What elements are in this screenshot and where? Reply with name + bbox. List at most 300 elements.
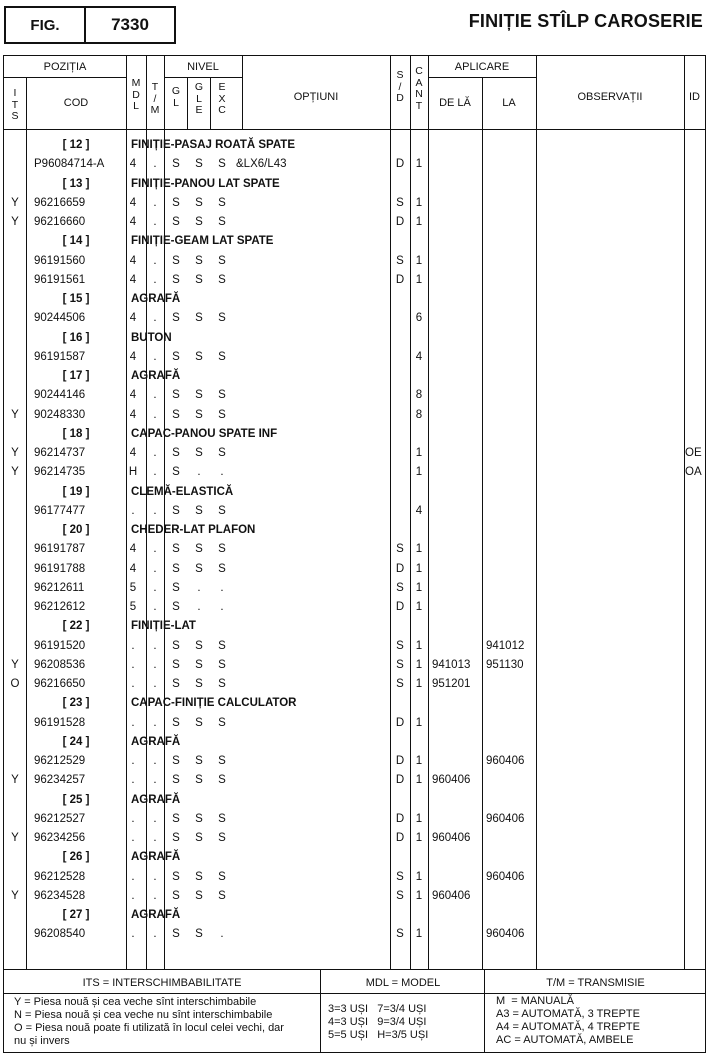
position-number: [ 15 ] [62,293,90,305]
cell-mdl: 4 [129,216,137,228]
cell-la: 960406 [486,755,525,767]
cell-cant: 1 [415,678,423,690]
cell-mdl: 4 [129,543,137,556]
cell-cod: 96191561 [34,273,86,286]
legend-its-line-1: Y = Piesa nouă și cea veche sînt interschimbabile [14,996,257,1008]
cell-cant: 8 [415,408,423,421]
cell-gl: S [172,581,180,594]
cell-gl: S [172,562,180,575]
cell-tm: . [153,447,157,459]
footer-divider-2 [484,969,485,1053]
cell-cod: 96214735 [34,466,86,479]
cell-cant: 1 [415,254,423,267]
cell-opt: &LX6/L43 [236,158,287,171]
cell-cod: 96212527 [34,812,86,825]
cell-gle: S [195,889,203,902]
col-line-gl [187,77,188,129]
cell-mdl: . [131,812,135,825]
cell-tm: . [153,562,157,575]
cell-gl: S [172,158,180,171]
cell-gle: S [195,312,203,325]
cell-gle: S [195,504,203,517]
cell-exc: S [218,312,226,325]
cell-gl: S [172,658,180,671]
cell-sd: D [395,562,405,575]
cell-exc: . [220,601,224,613]
cell-sd: S [396,254,404,267]
cell-cant: 1 [415,581,423,594]
position-number: [ 16 ] [62,331,90,344]
legend-tm-title: T/M = TRANSMISIE [546,977,645,989]
cell-sd: D [395,716,405,729]
cell-sd: D [395,601,405,613]
group-name: AGRAFĂ [131,793,181,806]
cell-dela: 941013 [432,658,471,671]
cell-cant: 1 [415,543,423,556]
cell-cant: 1 [415,870,423,883]
cell-exc: S [218,504,226,517]
cell-cant: 1 [415,928,423,941]
cell-gl: S [172,196,180,209]
legend-mdl-line-1: 3=3 UȘI 7=3/4 UȘI [328,1003,427,1015]
cell-gl: S [172,870,180,883]
cell-mdl: 4 [129,562,137,575]
cell-tm: . [153,273,157,286]
cell-exc: S [218,216,226,228]
cell-cant: 1 [415,447,423,459]
cell-gl: S [172,543,180,556]
header-optiuni: OPȚIUNI [293,91,339,103]
cell-mdl: 4 [129,273,137,286]
cell-mdl: . [131,928,135,941]
cell-sd: D [395,158,405,171]
cell-gle: S [195,716,203,729]
header-gl: G L [171,85,181,109]
footer-title-line [4,993,705,994]
cell-tm: . [153,716,157,729]
cell-cod: 96214737 [34,447,86,459]
cell-cod: 96212611 [34,581,85,594]
cell-mdl: . [131,889,135,902]
cell-mdl: . [131,870,135,883]
cell-la: 960406 [486,928,525,941]
cell-mdl: 4 [129,389,137,402]
cell-cod: 96234256 [34,832,86,844]
cell-exc: S [218,273,226,286]
cell-mdl: . [131,832,135,844]
group-name: FINIȚIE-PASAJ ROATĂ SPATE [131,139,295,151]
col-line-gle [210,77,211,129]
cell-cod: P96084714-A [34,158,105,171]
legend-tm-line-4: AC = AUTOMATĂ, AMBELE [496,1034,634,1046]
cell-cod: 96191520 [34,639,86,652]
col-line-dela [482,77,483,969]
header-pozitia: POZIȚIA [43,61,87,73]
position-number: [ 12 ] [62,139,90,151]
cell-tm: . [153,581,157,594]
cell-cod: 90244146 [34,389,86,402]
cell-tm: . [153,158,157,171]
cell-sd: S [396,678,404,690]
cell-gl: S [172,928,180,941]
cell-mdl: . [131,716,135,729]
cell-mdl: . [131,678,135,690]
cell-cant: 1 [415,196,423,209]
cell-tm: . [153,312,157,325]
legend-tm-line-1: M = MANUALĂ [496,995,574,1007]
cell-its: Y [11,889,19,902]
cell-gle: S [195,447,203,459]
cell-exc: S [218,562,226,575]
cell-cod: 96216659 [34,196,86,209]
header-observatii: OBSERVAȚII [577,91,643,103]
cell-exc: S [218,889,226,902]
cell-gle: S [195,196,203,209]
col-line-sd [410,55,411,969]
cell-mdl: . [131,504,135,517]
cell-cant: 6 [415,312,423,325]
col-line-obs [684,55,685,969]
cell-sd: S [396,658,404,671]
cell-sd: S [396,928,404,941]
cell-exc: S [218,755,226,767]
cell-cod: 96212529 [34,755,86,767]
position-number: [ 18 ] [62,427,90,440]
fig-number: 7330 [111,15,149,34]
cell-gl: S [172,389,180,402]
cell-tm: . [153,889,157,902]
cell-cant: 1 [415,216,423,228]
cell-cod: 96212612 [34,601,86,613]
cell-sd: S [396,639,404,652]
cell-mdl: 5 [129,601,137,613]
cell-cant: 1 [415,158,423,171]
header-sd: S / D [396,69,404,104]
cell-gle: S [195,408,203,421]
header-gle: G L E [194,81,204,116]
figure-box [4,6,176,44]
nivel-underline [164,77,242,78]
cell-its: Y [11,447,19,459]
cell-gl: S [172,273,180,286]
position-number: [ 27 ] [62,909,90,921]
cell-cant: 1 [415,889,423,902]
group-name: CAPAC-PANOU SPATE INF [131,427,278,440]
position-number: [ 17 ] [62,370,90,382]
cell-gle: S [195,658,203,671]
cell-cod: 96234257 [34,774,86,787]
cell-sd: D [395,273,405,286]
cell-dela: 960406 [432,774,471,787]
cell-cod: 96177477 [34,504,86,517]
cell-mdl: 4 [129,312,137,325]
group-name: CAPAC-FINIȚIE CALCULATOR [131,697,297,710]
cell-tm: . [153,812,157,825]
cell-exc: S [218,543,226,556]
cell-cant: 1 [415,774,423,787]
cell-exc: . [220,466,224,479]
cell-sd: S [396,196,404,209]
cell-dela: 960406 [432,889,471,902]
cell-gle: S [195,389,203,402]
cell-sd: S [396,889,404,902]
cell-cod: 96191560 [34,254,86,267]
position-number: [ 13 ] [62,177,90,190]
cell-cod: 96191587 [34,350,86,363]
header-mdl: M D L [131,77,141,112]
group-name: BUTON [131,331,172,344]
group-name: CLEMĂ-ELASTICĂ [131,485,234,498]
cell-cod: 96212528 [34,870,86,883]
cell-gl: S [172,447,180,459]
group-name: FINIȚIE-GEAM LAT SPATE [131,235,274,248]
cell-gl: S [172,639,180,652]
cell-tm: . [153,350,157,363]
cell-dela: 951201 [432,678,471,690]
cell-tm: . [153,639,157,652]
position-number: [ 25 ] [62,793,90,806]
cell-gl: S [172,601,180,613]
cell-exc: S [218,658,226,671]
cell-sd: S [396,543,404,556]
cell-exc: S [218,254,226,267]
cell-mdl: . [131,658,135,671]
header-id: ID [689,91,700,103]
legend-mdl-line-2: 4=3 UȘI 9=3/4 UȘI [328,1016,427,1028]
cell-tm: . [153,216,157,228]
cell-tm: . [153,870,157,883]
cell-sd: S [396,870,404,883]
position-number: [ 20 ] [62,524,90,536]
cell-gle: S [195,678,203,690]
cell-tm: . [153,928,157,941]
cell-mdl: 4 [129,408,137,421]
col-line-cant [428,55,429,969]
cell-exc: . [220,581,224,594]
pozitia-underline [4,77,126,78]
legend-mdl-line-3: 5=5 UȘI H=3/5 UȘI [328,1029,429,1041]
cell-gl: S [172,716,180,729]
header-cant: C A N T [415,65,423,112]
cell-tm: . [153,543,157,556]
cell-exc: S [218,774,226,787]
group-name: AGRAFĂ [131,909,181,921]
cell-gl: S [172,254,180,267]
cell-sd: S [396,581,404,594]
cell-gle: . [197,581,201,594]
cell-gle: S [195,562,203,575]
header-aplicare: APLICARE [454,61,510,73]
cell-gle: S [195,158,203,171]
page-title: FINIȚIE STÎLP CAROSERIE [468,11,703,31]
cell-la: 951130 [486,658,524,671]
cell-cant: 1 [415,639,423,652]
cell-tm: . [153,254,157,267]
header-exc: E X C [218,81,226,116]
cell-mdl: 4 [129,447,137,459]
cell-cod: 96191787 [34,543,86,556]
cell-gle: S [195,216,203,228]
cell-cant: 1 [415,812,423,825]
group-name: AGRAFĂ [131,370,181,382]
cell-gl: S [172,216,180,228]
group-name: CHEDER-LAT PLAFON [131,524,256,536]
cell-cod: 96234528 [34,889,86,902]
header-tm: T / M [150,81,160,116]
header-bottom-line [4,129,705,130]
cell-cod: 90244506 [34,312,86,325]
cell-gl: S [172,408,180,421]
cell-gle: . [197,466,201,479]
cell-gl: S [172,774,180,787]
cell-gl: S [172,812,180,825]
legend-its-line-2: N = Piesa nouă și cea veche nu sînt interschimbabile [14,1009,273,1021]
cell-tm: . [153,504,157,517]
cell-cant: 1 [415,658,423,671]
cell-cod: 96191528 [34,716,86,729]
cell-exc: . [220,928,224,941]
cell-gl: S [172,466,180,479]
cell-sd: D [395,216,405,228]
cell-cant: 1 [415,755,423,767]
cell-sd: D [395,812,405,825]
cell-exc: S [218,639,226,652]
cell-cant: 1 [415,716,423,729]
cell-mdl: 4 [129,158,137,171]
legend-its-title: ITS = INTERSCHIMBABILITATE [82,977,242,989]
cell-exc: S [218,350,226,363]
cell-la: 960406 [486,812,525,825]
cell-gle: S [195,350,203,363]
cell-tm: . [153,755,157,767]
cell-exc: S [218,870,226,883]
header-dela: DE LĂ [439,97,471,109]
cell-la: 941012 [486,639,525,652]
cell-gl: S [172,504,180,517]
cell-gle: S [195,870,203,883]
position-number: [ 26 ] [62,851,90,864]
cell-gle: S [195,755,203,767]
cell-cant: 4 [415,350,423,363]
cell-tm: . [153,832,157,844]
cell-sd: D [395,755,405,767]
cell-mdl: 5 [129,581,137,594]
position-number: [ 19 ] [62,485,90,498]
header-its: I T S [11,87,19,122]
cell-tm: . [153,601,157,613]
cell-mdl: H [128,466,138,479]
cell-id: OA [685,466,702,479]
cell-exc: S [218,389,226,402]
cell-cant: 1 [415,562,423,575]
header-nivel: NIVEL [187,61,219,73]
cell-exc: S [218,196,226,209]
cell-cod: 90248330 [34,408,86,421]
cell-cant: 1 [415,601,423,613]
fig-label: FIG. [6,8,86,42]
cell-gle: S [195,639,203,652]
cell-cod: 96208540 [34,928,86,941]
parts-table [3,55,706,1053]
col-line-la [536,55,537,969]
cell-tm: . [153,196,157,209]
cell-cant: 4 [415,504,423,517]
cell-gle: S [195,928,203,941]
cell-its: Y [11,466,19,479]
cell-exc: S [218,678,226,690]
position-number: [ 24 ] [62,735,90,748]
legend-its-line-4: nu și invers [14,1035,70,1047]
cell-sd: D [395,832,405,844]
cell-cod: 96216650 [34,678,86,690]
group-name: FINIȚIE-LAT [131,620,196,633]
cell-cod: 96208536 [34,658,86,671]
cell-exc: S [218,832,226,844]
cell-gl: S [172,312,180,325]
cell-gle: . [197,601,201,613]
group-name: AGRAFĂ [131,851,181,864]
footer-top-line [4,969,705,970]
cell-cod: 96216660 [34,216,86,228]
cell-cant: 1 [415,832,423,844]
cell-sd: D [395,774,405,787]
legend-tm-line-2: A3 = AUTOMATĂ, 3 TREPTE [496,1008,640,1020]
group-name: FINIȚIE-PANOU LAT SPATE [131,177,280,190]
cell-its: Y [11,216,19,228]
cell-tm: . [153,658,157,671]
cell-gle: S [195,543,203,556]
cell-gle: S [195,812,203,825]
cell-gle: S [195,832,203,844]
cell-dela: 960406 [432,832,471,844]
col-line-opt [390,55,391,969]
group-name: AGRAFĂ [131,735,181,748]
cell-its: Y [11,774,19,787]
cell-mdl: 4 [129,350,137,363]
cell-gle: S [195,774,203,787]
cell-cant: 1 [415,466,423,479]
cell-id: OE [685,447,702,459]
cell-exc: S [218,158,226,171]
cell-cod: 96191788 [34,562,86,575]
group-name: AGRAFĂ [131,293,181,305]
legend-its-line-3: O = Piesa nouă poate fi utilizată în locul celei vechi, dar [14,1022,284,1034]
cell-its: Y [11,658,19,671]
cell-its: Y [11,832,19,844]
cell-cant: 1 [415,273,423,286]
legend-tm-line-3: A4 = AUTOMATĂ, 4 TREPTE [496,1021,640,1033]
footer-divider-1 [320,969,321,1053]
cell-gl: S [172,889,180,902]
cell-cant: 8 [415,389,423,402]
cell-its: Y [11,408,19,421]
cell-exc: S [218,408,226,421]
position-number: [ 23 ] [62,697,90,710]
position-number: [ 22 ] [62,620,90,633]
cell-exc: S [218,447,226,459]
cell-gl: S [172,350,180,363]
cell-mdl: . [131,639,135,652]
cell-tm: . [153,408,157,421]
header-la: LA [502,97,516,109]
legend-mdl-title: MDL = MODEL [365,977,441,989]
cell-its: Y [11,196,19,209]
header-cod: COD [63,97,89,109]
cell-gle: S [195,254,203,267]
cell-exc: S [218,812,226,825]
cell-tm: . [153,389,157,402]
cell-tm: . [153,678,157,690]
